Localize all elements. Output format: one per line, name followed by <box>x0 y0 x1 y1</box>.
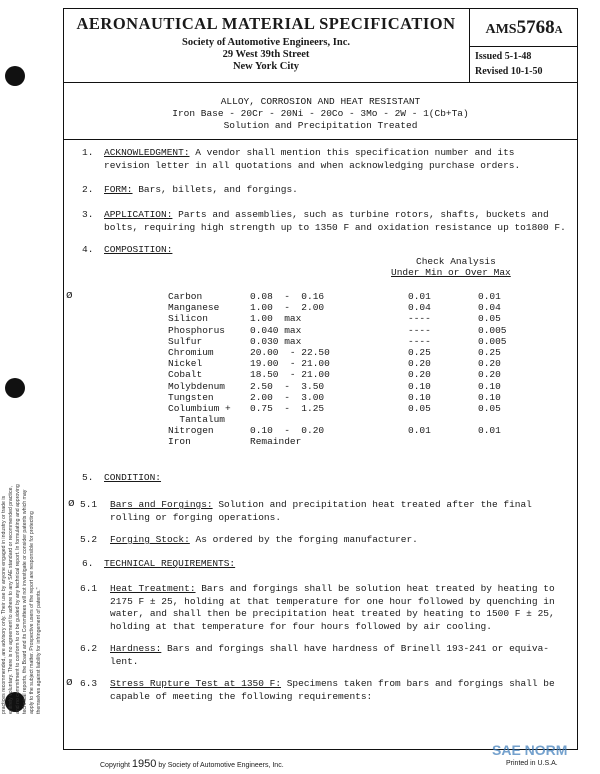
under-over-label: Under Min or Over Max <box>391 267 511 278</box>
composition-over: 0.25 <box>478 346 501 358</box>
composition-row <box>168 370 548 381</box>
composition-range: 0.030 max <box>250 335 302 347</box>
s62-text <box>110 643 549 668</box>
s63-line2: capable of meeting the following requirements: <box>110 690 373 702</box>
composition-range: 1.00 - 2.00 <box>250 302 325 314</box>
composition-row <box>168 314 548 325</box>
copyright-word: Copyright <box>100 762 130 769</box>
composition-el: Columbium + <box>168 402 231 414</box>
composition-el: Carbon <box>168 291 203 302</box>
composition-under: 0.04 <box>408 302 431 314</box>
composition-el: Nitrogen <box>168 425 214 437</box>
ams-number-box <box>470 17 578 39</box>
s63-heading: Stress Rupture Test at 1350 F: <box>110 678 282 689</box>
s51-line1: Solution and precipitation heat treated after the final <box>218 499 532 510</box>
punch-hole-top <box>5 66 25 86</box>
s51-number: 5.1 <box>80 499 98 510</box>
s1-text <box>104 147 520 172</box>
s3-heading: APPLICATION: <box>104 209 173 220</box>
composition-under: ---- <box>408 335 431 347</box>
s3-line1: Parts and assemblies, such as turbine rotors, shafts, buckets and <box>178 209 549 220</box>
s51-text <box>110 499 532 524</box>
ams-prefix: AMS <box>485 22 517 37</box>
s52-body: As ordered by the forging manufacturer. <box>195 534 418 545</box>
composition-el: Manganese <box>168 302 220 314</box>
change-mark-6-3: ø <box>66 677 73 689</box>
s3-number: 3. <box>82 209 94 220</box>
s61-line2: 2175 F ± 25, holding at that temperature for one hour followed by quenching in <box>110 595 555 607</box>
composition-row <box>168 382 548 393</box>
side-disclaimer: practices recommended, are advisory only. Their use by anyone engaged in industry or trade is entirely voluntary. There is no agreement to adhere to any SAE standard or recommended practice, and no commitment to conform to or be guided by any technical report. In formulating and approving technical reports, the Board and its Committees will not investigate or consider patents which may apply to the subject matter. Prospective users of the report are responsible for protecting themselves against liability for infringement of patents." <box>1 484 42 714</box>
composition-under: 0.20 <box>408 369 431 381</box>
composition-range: 1.00 max <box>250 313 302 325</box>
s61-number: 6.1 <box>80 583 98 594</box>
s1-heading: ACKNOWLEDGMENT: <box>104 147 190 158</box>
composition-under: ---- <box>408 324 431 336</box>
composition-over: 0.01 <box>478 425 501 437</box>
s6-heading: TECHNICAL REQUIREMENTS: <box>104 558 236 569</box>
society-address: 29 West 39th Street <box>222 49 310 60</box>
change-mark-5-1: ø <box>68 498 75 510</box>
title-bottom-rule <box>63 139 578 140</box>
s62-heading: Hardness: <box>110 643 162 654</box>
composition-under: 0.01 <box>408 291 431 302</box>
composition-under: 0.10 <box>408 380 431 392</box>
composition-row <box>168 437 548 448</box>
composition-range: 2.00 - 3.00 <box>250 391 325 403</box>
composition-under: 0.05 <box>408 402 431 414</box>
composition-over: 0.04 <box>478 302 501 314</box>
spec-title-line1: ALLOY, CORROSION AND HEAT RESISTANT <box>220 96 421 107</box>
composition-under: 0.25 <box>408 346 431 358</box>
copyright-line <box>100 758 284 770</box>
composition-range: 19.00 - 21.00 <box>250 358 330 370</box>
composition-range: 0.040 max <box>250 324 302 336</box>
s4-heading: COMPOSITION: <box>104 244 173 255</box>
s6-number: 6. <box>82 558 94 569</box>
ams-box-divider <box>469 46 578 47</box>
composition-el: Tantalum <box>168 414 226 426</box>
issued-date: Issued 5-1-48 <box>475 51 532 62</box>
check-analysis-label: Check Analysis <box>416 256 496 267</box>
printed-in: Printed in U.S.A. <box>506 760 558 767</box>
composition-el: Chromium <box>168 346 214 358</box>
copyright-owner: by Society of Automotive Engineers, Inc. <box>158 762 284 769</box>
s51-line2: rolling or forging operations. <box>110 511 282 523</box>
society-name: Society of Automotive Engineers, Inc. <box>182 37 350 48</box>
s61-line3: water, and shall then be precipitation heat treated by heating to 1500 F ± 25, <box>110 608 555 619</box>
composition-over: 0.10 <box>478 391 501 403</box>
s2-heading: FORM: <box>104 184 133 195</box>
watermark-logo: SAE NORM <box>492 742 568 758</box>
s5-heading: CONDITION: <box>104 472 162 483</box>
s62-number: 6.2 <box>80 643 98 654</box>
s61-text <box>110 583 555 633</box>
s3-text <box>104 209 566 234</box>
s5-number: 5. <box>82 472 94 483</box>
composition-el: Silicon <box>168 313 208 325</box>
composition-range: 0.10 - 0.20 <box>250 425 325 437</box>
composition-over: 0.20 <box>478 358 501 370</box>
s2-body: Bars, billets, and forgings. <box>138 184 298 195</box>
punch-hole-middle <box>5 378 25 398</box>
composition-row <box>168 404 548 415</box>
composition-el: Nickel <box>168 358 203 370</box>
composition-el: Molybdenum <box>168 380 226 392</box>
composition-over: 0.05 <box>478 402 501 414</box>
copyright-year: 1950 <box>131 758 157 770</box>
s51-heading: Bars and Forgings: <box>110 499 213 510</box>
composition-el: Cobalt <box>168 369 203 381</box>
change-mark-composition: ø <box>66 290 73 302</box>
s1-line2: revision letter in all quotations and when acknowledging purchase orders. <box>104 159 521 171</box>
composition-range: 18.50 - 21.00 <box>250 369 330 381</box>
composition-range: 2.50 - 3.50 <box>250 380 325 392</box>
s63-line1: Specimens taken from bars and forgings shall be <box>286 678 555 689</box>
s63-number: 6.3 <box>80 678 98 689</box>
s52-text <box>110 534 418 547</box>
s3-line2: bolts, requiring high strength up to 1350 F and oxidation resistance up to1800 F. <box>104 221 566 233</box>
spec-title-line3: Solution and Precipitation Treated <box>223 120 418 131</box>
header-bottom-rule <box>63 82 578 83</box>
composition-el: Iron <box>168 436 191 448</box>
ams-revision: A <box>554 24 563 36</box>
composition-el: Tungsten <box>168 391 214 403</box>
composition-table <box>168 292 548 449</box>
s62-line1: Bars and forgings shall have hardness of Brinell 193-241 or equiva- <box>167 643 549 654</box>
s2-number: 2. <box>82 184 94 195</box>
composition-under: ---- <box>408 313 431 325</box>
composition-over: 0.01 <box>478 291 501 302</box>
composition-over: 0.05 <box>478 313 501 325</box>
composition-range: 0.75 - 1.25 <box>250 402 325 414</box>
composition-el: Phosphorus <box>168 324 226 336</box>
composition-row <box>168 426 548 437</box>
composition-over: 0.005 <box>478 335 507 347</box>
composition-under: 0.10 <box>408 391 431 403</box>
s61-line1: Bars and forgings shall be solution heat treated by heating to <box>201 583 555 594</box>
revised-date: Revised 10-1-50 <box>475 66 543 77</box>
society-city: New York City <box>232 61 300 72</box>
s4-number: 4. <box>82 244 94 255</box>
s62-line2: lent. <box>110 655 139 667</box>
s61-line4: holding at that temperature for four hours followed by air cooling. <box>110 620 492 632</box>
composition-over: 0.10 <box>478 380 501 392</box>
s52-number: 5.2 <box>80 534 98 545</box>
s63-text <box>110 678 555 703</box>
s52-heading: Forging Stock: <box>110 534 190 545</box>
spec-title-line2: Iron Base - 20Cr - 20Ni - 20Co - 3Mo - 2W - 1(Cb+Ta) <box>172 108 469 119</box>
composition-range: 20.00 - 22.50 <box>250 346 330 358</box>
composition-over: 0.005 <box>478 324 507 336</box>
composition-range: Remainder <box>250 436 302 448</box>
composition-range: 0.08 - 0.16 <box>250 291 325 302</box>
composition-under: 0.20 <box>408 358 431 370</box>
s2-text <box>104 184 298 197</box>
composition-el: Sulfur <box>168 335 203 347</box>
composition-over: 0.20 <box>478 369 501 381</box>
s1-number: 1. <box>82 147 94 158</box>
doc-title: AERONAUTICAL MATERIAL SPECIFICATION <box>76 14 456 33</box>
ams-number: 5768 <box>516 17 555 38</box>
composition-under: 0.01 <box>408 425 431 437</box>
s61-heading: Heat Treatment: <box>110 583 196 594</box>
s1-line1: A vendor shall mention this specification number and its <box>195 147 515 158</box>
